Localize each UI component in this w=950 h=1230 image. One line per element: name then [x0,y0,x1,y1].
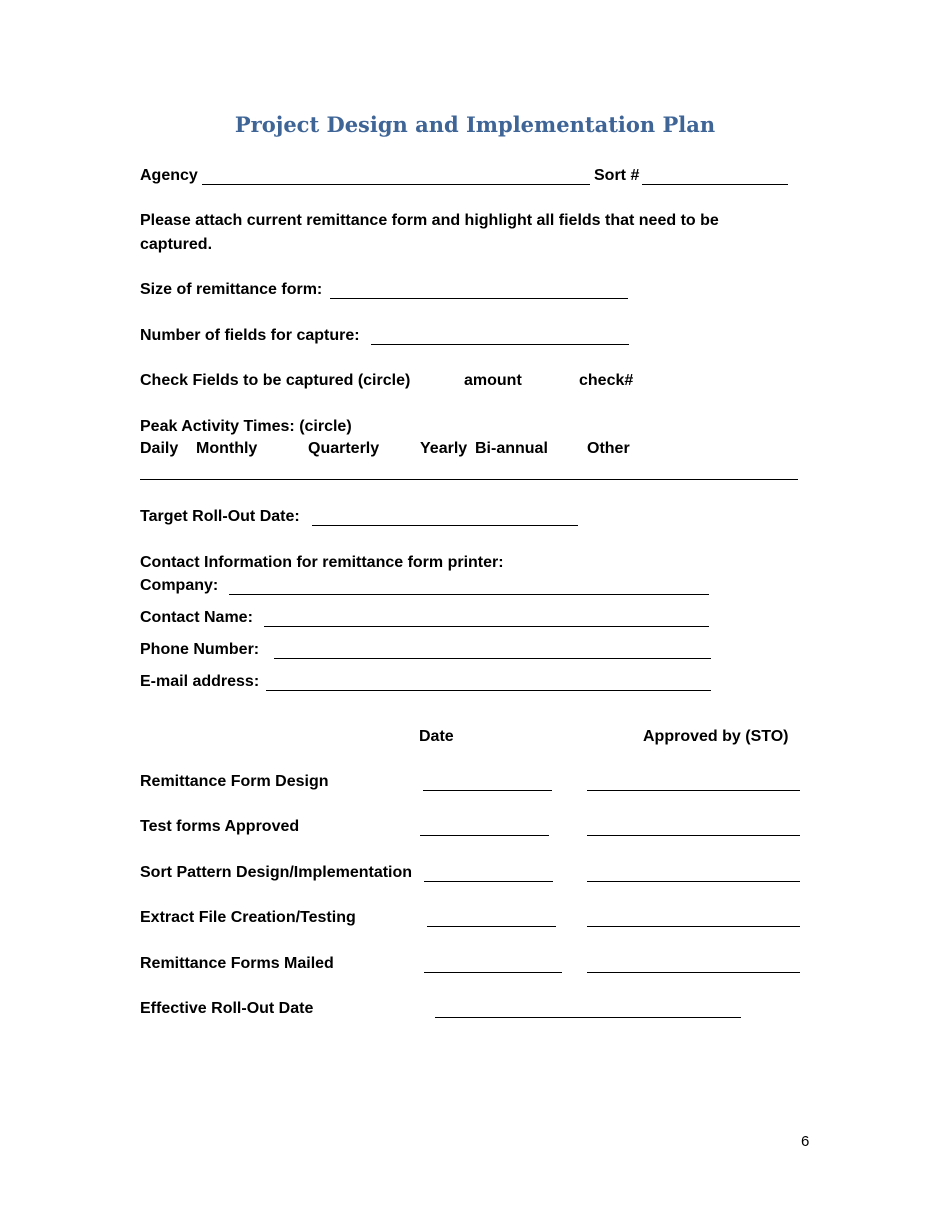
column-header-date: Date [419,728,454,745]
size-field[interactable] [330,298,628,299]
row-approved-field[interactable] [587,926,800,927]
peak-option-yearly[interactable]: Yearly [420,440,468,457]
option-check-number[interactable]: check# [579,372,634,389]
contact-name-field[interactable] [264,626,709,627]
size-label: Size of remittance form: [140,281,323,298]
row-label-sort-pattern: Sort Pattern Design/Implementation [140,864,413,881]
row-date-field[interactable] [427,926,556,927]
row-label-remittance-form-design: Remittance Form Design [140,773,329,790]
row-approved-field[interactable] [587,790,800,791]
instructions-text-cont: captured. [140,236,213,253]
row-label-remittance-forms-mailed: Remittance Forms Mailed [140,955,334,972]
column-header-approved: Approved by (STO) [643,728,789,745]
sort-label: Sort # [594,167,640,184]
phone-field[interactable] [274,658,711,659]
email-field[interactable] [266,690,711,691]
company-field[interactable] [229,594,709,595]
sort-field[interactable] [642,184,788,185]
number-fields-field[interactable] [371,344,629,345]
row-label-effective-roll-out: Effective Roll-Out Date [140,1000,314,1017]
row-date-field[interactable] [424,972,562,973]
agency-field[interactable] [202,184,590,185]
contact-name-label: Contact Name: [140,609,253,626]
row-approved-field[interactable] [587,835,800,836]
peak-option-quarterly[interactable]: Quarterly [308,440,380,457]
effective-roll-out-field[interactable] [435,1017,741,1018]
page-number: 6 [801,1133,810,1150]
target-date-label: Target Roll-Out Date: [140,508,300,525]
row-date-field[interactable] [420,835,549,836]
company-label: Company: [140,577,219,594]
contact-heading: Contact Information for remittance form printer: [140,554,504,571]
agency-label: Agency [140,167,198,184]
row-date-field[interactable] [423,790,552,791]
row-label-test-forms-approved: Test forms Approved [140,818,300,835]
phone-label: Phone Number: [140,641,260,658]
check-fields-label: Check Fields to be captured (circle) [140,372,411,389]
row-approved-field[interactable] [587,972,800,973]
peak-option-daily[interactable]: Daily [140,440,179,457]
row-date-field[interactable] [424,881,553,882]
number-fields-label: Number of fields for capture: [140,327,360,344]
row-approved-field[interactable] [587,881,800,882]
email-label: E-mail address: [140,673,260,690]
page-title: Project Design and Implementation Plan [234,112,716,137]
peak-other-field[interactable] [140,479,798,480]
instructions-text: Please attach current remittance form and highlight all fields that need to be [140,212,719,229]
peak-label: Peak Activity Times: (circle) [140,418,352,435]
row-label-extract-file: Extract File Creation/Testing [140,909,356,926]
option-amount[interactable]: amount [464,372,522,389]
target-date-field[interactable] [312,525,578,526]
peak-option-biannual[interactable]: Bi-annual [475,440,548,457]
peak-option-monthly[interactable]: Monthly [196,440,258,457]
peak-option-other[interactable]: Other [587,440,630,457]
